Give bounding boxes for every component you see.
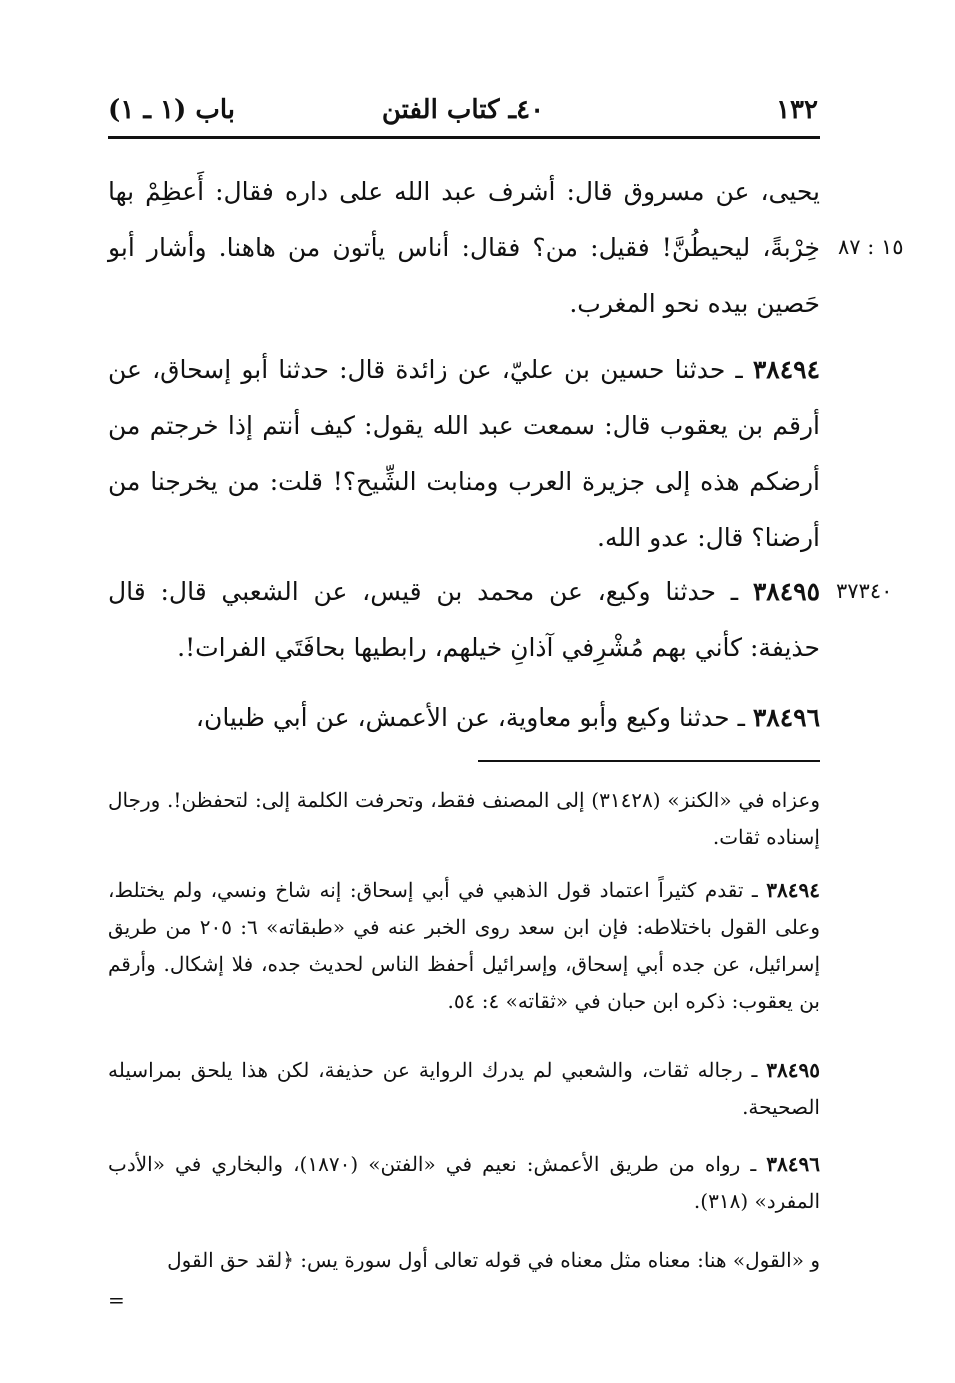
hadith-text: ـ حدثنا وكيع وأبو معاوية، عن الأعمش، عن أبي ظبيان، bbox=[195, 703, 753, 732]
continuation-mark: = bbox=[108, 1288, 125, 1312]
hadith-number: ٣٨٤٩٦ bbox=[752, 703, 820, 732]
paragraph-continuation bbox=[108, 164, 820, 332]
hadith-38496 bbox=[108, 690, 820, 746]
footnote-paragraph bbox=[108, 1146, 820, 1220]
footnote-continuation-mark bbox=[108, 1282, 820, 1319]
header-rule bbox=[108, 136, 820, 139]
paragraph-text: يحيى، عن مسروق قال: أشرف عبد الله على داره فقال: أَعظِمْ بها خِرْبةً، ليحيطُنَّ! فقيل: من؟ فقال: أناس يأتون من هاهنا. وأشار أبو حَصين بيده نحو المغرب. bbox=[108, 177, 820, 318]
hadith-paragraph bbox=[108, 564, 820, 676]
footnote-number: ٣٨٤٩٦ bbox=[766, 1152, 820, 1176]
book-title: ٤٠ـ كتاب الفتن bbox=[381, 95, 545, 125]
hadith-38494 bbox=[108, 342, 820, 566]
footnote-paragraph bbox=[108, 872, 820, 1020]
page-number: ١٣٢ bbox=[776, 95, 818, 125]
footnote-quran-note bbox=[108, 1242, 820, 1279]
footnote-text: وعزاه في «الكنز» (٣١٤٢٨) إلى المصنف فقط، وتحرفت الكلمة إلى: لتحفظن!. ورجال إسناده ثقات. bbox=[108, 788, 820, 849]
hadith-text: ـ حدثنا حسين بن عليّ، عن زائدة قال: حدثنا أبو إسحاق، عن أرقم بن يعقوب قال: سمعت عبد الله يقول: كيف أنتم إذا خرجتم من أرضكم هذه إلى جزيرة العرب ومنابت الشِّيح؟! قلت: من يخرجنا من أرضنا؟ قال: عدو الله. bbox=[108, 355, 820, 552]
page-header bbox=[108, 92, 818, 132]
footnote-text: ـ رواه من طريق الأعمش: نعيم في «الفتن» (١٨٧٠)، والبخاري في «الأدب المفرد» (٣١٨). bbox=[108, 1152, 820, 1213]
footnote-38494 bbox=[108, 872, 820, 1020]
chapter-ref: باب (١ ـ ١) bbox=[108, 95, 235, 125]
footnote-38495 bbox=[108, 1052, 820, 1126]
margin-ref-mid: ٣٧٣٤٠ bbox=[836, 579, 893, 603]
footnote-text: ـ تقدم كثيراً اعتماد قول الذهبي في أبي إسحاق: إنه شاخ ونسي، ولم يختلط، وعلى القول باختلاطه: فإن ابن سعد روى الخبر عنه في «طبقاته» ٦: ٢٠٥ من طريق إسرائيل، عن جده أبي إسحاق، وإسرائيل أحفظ الناس لحديث جده، فلا إشكال. وأرقم بن يعقوب: ذكره ابن حبان في «ثقاته» ٤: ٥٤. bbox=[108, 878, 821, 1013]
margin-ref-top: ١٥ : ٨٧ bbox=[838, 235, 904, 259]
footnote-continuation bbox=[108, 782, 820, 856]
footnote-paragraph bbox=[108, 1052, 820, 1126]
footnote-separator bbox=[478, 760, 820, 762]
footnote-text: ـ رجاله ثقات، والشعبي لم يدرك الرواية عن حذيفة، لكن هذا يلحق بمراسيله الصحيحة. bbox=[108, 1058, 820, 1119]
footnote-text: و «القول» هنا: معناه مثل معناه في قوله تعالى أول سورة يس: ﴿لقد حق القول bbox=[167, 1248, 820, 1272]
footnote-number: ٣٨٤٩٤ bbox=[766, 878, 820, 902]
hadith-38495 bbox=[108, 564, 820, 676]
hadith-paragraph bbox=[108, 690, 820, 746]
hadith-paragraph bbox=[108, 342, 820, 566]
hadith-number: ٣٨٤٩٥ bbox=[752, 577, 820, 606]
hadith-number: ٣٨٤٩٤ bbox=[752, 355, 820, 384]
footnote-38496 bbox=[108, 1146, 820, 1220]
hadith-text: ـ حدثنا وكيع، عن محمد بن قيس، عن الشعبي قال: قال حذيفة: كأني بهم مُشْرِفي آذانِ خيلهم، رابطيها بحافَتَي الفرات!. bbox=[108, 577, 820, 662]
footnote-number: ٣٨٤٩٥ bbox=[766, 1058, 820, 1082]
